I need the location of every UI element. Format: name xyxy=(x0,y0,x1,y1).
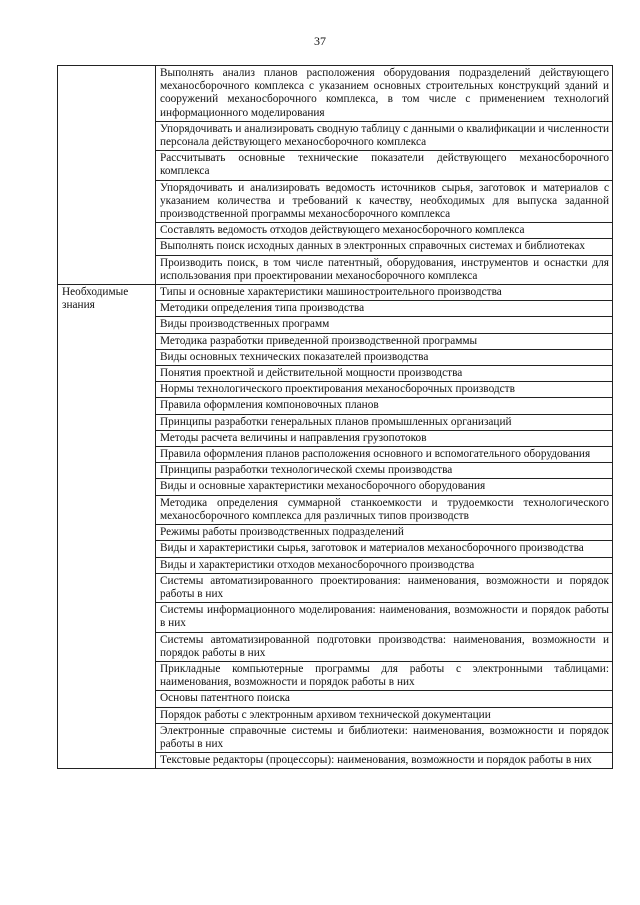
knowledge-item: Режимы работы производственных подразделений xyxy=(156,525,613,541)
knowledge-item: Понятия проектной и действительной мощности производства xyxy=(156,366,613,382)
knowledge-item: Виды и характеристики отходов механосборочного производства xyxy=(156,557,613,573)
knowledge-item: Методы расчета величины и направления грузопотоков xyxy=(156,430,613,446)
knowledge-item: Виды производственных программ xyxy=(156,317,613,333)
knowledge-item: Виды и основные характеристики механосборочного оборудования xyxy=(156,479,613,495)
skills-label-cell xyxy=(58,66,156,285)
knowledge-item: Текстовые редакторы (процессоры): наименования, возможности и порядок работы в них xyxy=(156,753,613,769)
knowledge-item: Порядок работы с электронным архивом технической документации xyxy=(156,707,613,723)
knowledge-item: Нормы технологического проектирования механосборочных производств xyxy=(156,382,613,398)
table-row xyxy=(58,285,613,301)
skill-item: Упорядочивать и анализировать ведомость источников сырья, заготовок и материалов с указанием количества и требований к качеству, необходимых для выпуска заданной производственной программы механосборочного комплекса xyxy=(156,180,613,223)
knowledge-item: Правила оформления компоновочных планов xyxy=(156,398,613,414)
knowledge-item: Системы автоматизированной подготовки производства: наименования, возможности и порядок работы в них xyxy=(156,632,613,661)
knowledge-item: Правила оформления планов расположения основного и вспомогательного оборудования xyxy=(156,447,613,463)
requirements-table xyxy=(57,65,613,769)
skill-item: Составлять ведомость отходов действующего механосборочного комплекса xyxy=(156,223,613,239)
knowledge-item: Прикладные компьютерные программы для работы с электронными таблицами: наименования, возможности и порядок работы в них xyxy=(156,661,613,690)
knowledge-item: Системы информационного моделирования: наименования, возможности и порядок работы в них xyxy=(156,603,613,632)
knowledge-item: Методика определения суммарной станкоемкости и трудоемкости технологического механосборочного комплекса для различных типов производств xyxy=(156,495,613,524)
knowledge-item: Электронные справочные системы и библиотеки: наименования, возможности и порядок работы в них xyxy=(156,723,613,752)
knowledge-item: Принципы разработки генеральных планов промышленных организаций xyxy=(156,414,613,430)
knowledge-item: Виды и характеристики сырья, заготовок и материалов механосборочного производства xyxy=(156,541,613,557)
knowledge-item: Системы автоматизированного проектирования: наименования, возможности и порядок работы в них xyxy=(156,573,613,602)
skill-item: Выполнять анализ планов расположения оборудования подразделений действующего механосборочного комплекса с указанием основных строительных конструкций зданий и сооружений механосборочного комплекса, в том числе с применением технологий информационного моделирования xyxy=(156,66,613,122)
table-row xyxy=(58,66,613,122)
knowledge-item: Методика разработки приведенной производственной программы xyxy=(156,333,613,349)
skill-item: Производить поиск, в том числе патентный, оборудования, инструментов и оснастки для использования при проектировании механосборочного комплекса xyxy=(156,255,613,284)
knowledge-item: Типы и основные характеристики машиностроительного производства xyxy=(156,285,613,301)
knowledge-item: Принципы разработки технологической схемы производства xyxy=(156,463,613,479)
page-number: 37 xyxy=(314,34,326,48)
skill-item: Рассчитывать основные технические показатели действующего механосборочного комплекса xyxy=(156,151,613,180)
required-knowledge-label: Необходимые знания xyxy=(58,285,156,769)
skill-item: Упорядочивать и анализировать сводную таблицу с данными о квалификации и численности персонала действующего механосборочного комплекса xyxy=(156,121,613,150)
knowledge-item: Основы патентного поиска xyxy=(156,691,613,707)
skill-item: Выполнять поиск исходных данных в электронных справочных системах и библиотеках xyxy=(156,239,613,255)
knowledge-item: Методики определения типа производства xyxy=(156,301,613,317)
knowledge-item: Виды основных технических показателей производства xyxy=(156,349,613,365)
